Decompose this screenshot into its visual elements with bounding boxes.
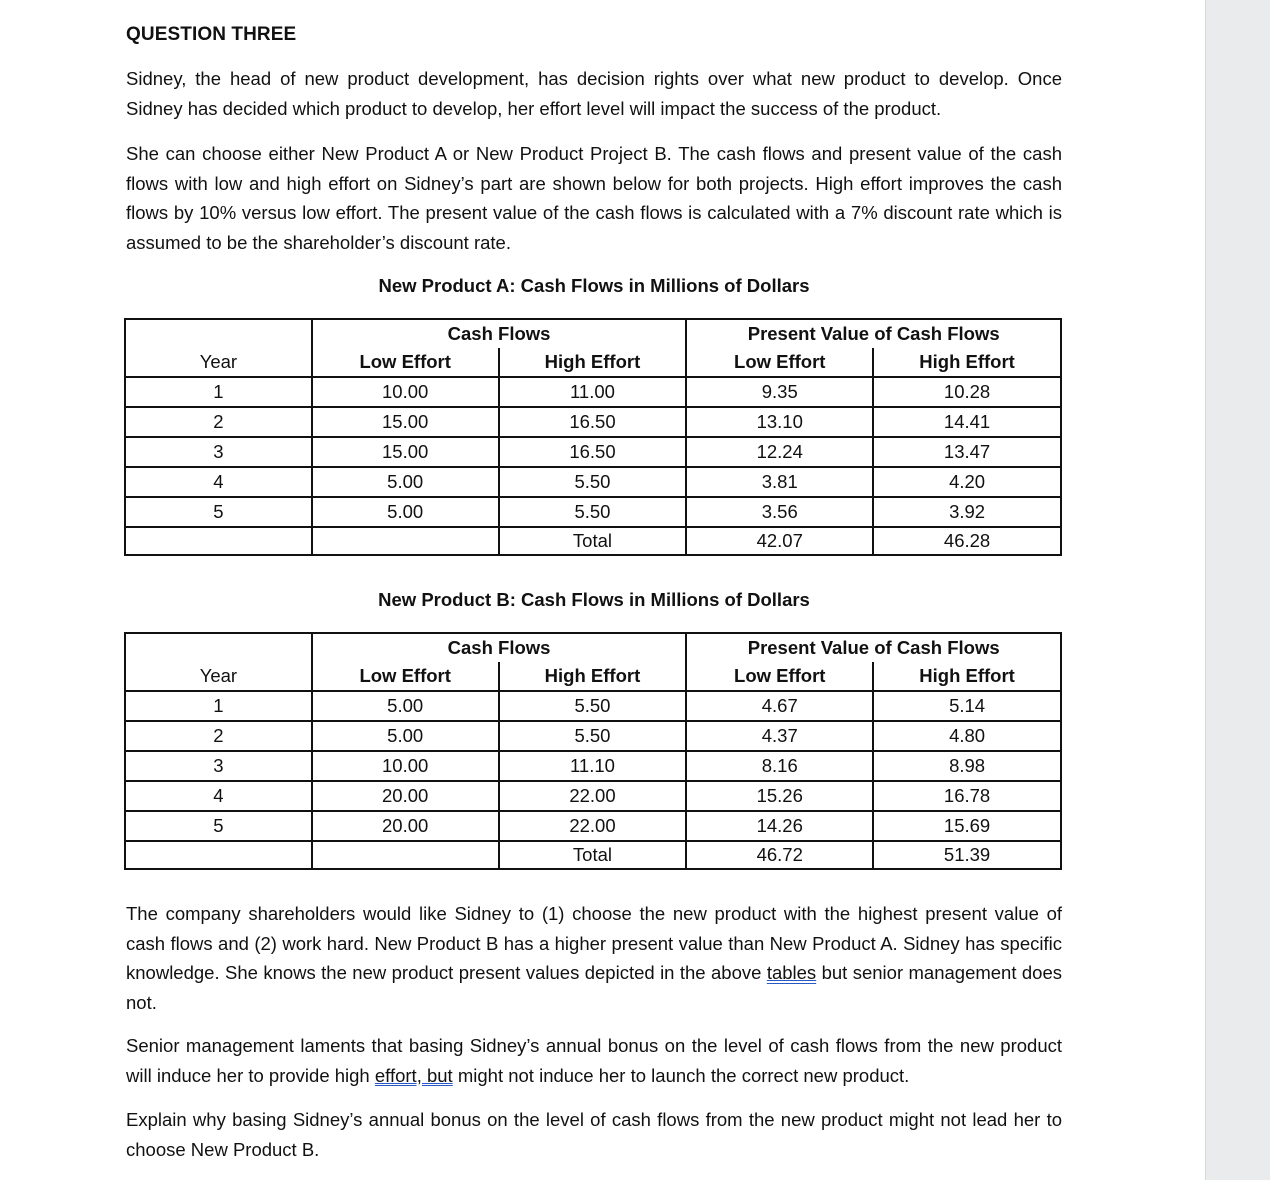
table-row — [125, 407, 1061, 437]
table-cell: 3 — [125, 751, 312, 781]
side-panel — [1205, 0, 1270, 1180]
table-cell: 15.69 — [873, 811, 1061, 841]
table-cell: 10.28 — [873, 377, 1061, 407]
table-total-row — [125, 841, 1061, 869]
table-row — [125, 377, 1061, 407]
table-cell: 20.00 — [312, 811, 499, 841]
table-cell: 20.00 — [312, 781, 499, 811]
table-cell: 12.24 — [686, 437, 873, 467]
table-cell: 3.56 — [686, 497, 873, 527]
management-paragraph — [126, 1031, 1062, 1090]
table-row — [125, 691, 1061, 721]
table-cell: 5.50 — [499, 721, 687, 751]
table-total-low: 46.72 — [686, 841, 873, 869]
table-cell: 5.14 — [873, 691, 1061, 721]
table-header-low-effort: Low Effort — [312, 662, 499, 691]
table-cell: 16.50 — [499, 407, 687, 437]
table-row — [125, 751, 1061, 781]
table-cell: 16.78 — [873, 781, 1061, 811]
table-cell: 4.37 — [686, 721, 873, 751]
table-cell: 4.67 — [686, 691, 873, 721]
table-cell: 2 — [125, 721, 312, 751]
table-header-present-value: Present Value of Cash Flows — [686, 319, 1061, 348]
table-cell: 2 — [125, 407, 312, 437]
table-cell: 1 — [125, 691, 312, 721]
table-header-present-value: Present Value of Cash Flows — [686, 633, 1061, 662]
table-cell: 5 — [125, 497, 312, 527]
table-cell: 4.80 — [873, 721, 1061, 751]
table-row — [125, 781, 1061, 811]
question-paragraph: Explain why basing Sidney’s annual bonus on the level of cash flows from the new product might not lead her to choose New Product B. — [126, 1109, 1062, 1160]
table-header-pv-low-effort: Low Effort — [686, 662, 873, 691]
spellcheck-flag[interactable]: tables — [766, 962, 817, 983]
table-total-label: Total — [499, 841, 687, 869]
table-cell: 3 — [125, 437, 312, 467]
table-cell: 13.47 — [873, 437, 1061, 467]
table-header-high-effort: High Effort — [499, 348, 687, 377]
paragraph-text: Senior management laments that basing Sidney’s annual bonus on the level of cash flows from the new product will induce her to provide high — [126, 1035, 1062, 1086]
intro-paragraph: Sidney, the head of new product development, has decision rights over what new product to develop. Once Sidney has decided which product to develop, her effort level will impact the success of the product. — [126, 68, 1062, 119]
table-header-blank — [125, 633, 312, 662]
table-total-low: 42.07 — [686, 527, 873, 555]
table-total-label: Total — [499, 527, 687, 555]
table-cell: 1 — [125, 377, 312, 407]
table-cell: 11.00 — [499, 377, 687, 407]
table-cell: 5.50 — [499, 691, 687, 721]
table-cell: 4 — [125, 467, 312, 497]
table-cell: 8.16 — [686, 751, 873, 781]
table-header-year: Year — [125, 662, 312, 691]
table-cell: 9.35 — [686, 377, 873, 407]
table-cell: 14.41 — [873, 407, 1061, 437]
table-row — [125, 721, 1061, 751]
table-cell — [125, 527, 312, 555]
table-a-title: New Product A: Cash Flows in Millions of Dollars — [378, 275, 810, 296]
table-cell: 5.00 — [312, 721, 499, 751]
table-header-pv-high-effort: High Effort — [873, 348, 1061, 377]
table-header-year: Year — [125, 348, 312, 377]
table-cell: 14.26 — [686, 811, 873, 841]
table-header-pv-low-effort: Low Effort — [686, 348, 873, 377]
table-cell: 15.00 — [312, 437, 499, 467]
table-cell: 15.00 — [312, 407, 499, 437]
table-b-title: New Product B: Cash Flows in Millions of Dollars — [378, 589, 810, 610]
table-header-pv-high-effort: High Effort — [873, 662, 1061, 691]
table-cell — [312, 841, 499, 869]
table-cell: 5.50 — [499, 467, 687, 497]
table-cell: 5.00 — [312, 691, 499, 721]
table-cell: 16.50 — [499, 437, 687, 467]
table-cell: 4 — [125, 781, 312, 811]
table-cell — [125, 841, 312, 869]
paragraph-text: might not induce her to launch the correct new product. — [452, 1064, 910, 1086]
table-cell: 3.92 — [873, 497, 1061, 527]
table-header-cash-flows: Cash Flows — [312, 633, 687, 662]
table-row — [125, 811, 1061, 841]
table-cell: 15.26 — [686, 781, 873, 811]
spellcheck-flag[interactable]: effort, but — [374, 1064, 453, 1086]
table-header-cash-flows: Cash Flows — [312, 319, 687, 348]
table-cell: 3.81 — [686, 467, 873, 497]
table-cell: 5.00 — [312, 497, 499, 527]
question-heading: QUESTION THREE — [126, 24, 297, 45]
table-b — [124, 632, 1062, 870]
table-total-row — [125, 527, 1061, 555]
table-cell: 5.00 — [312, 467, 499, 497]
table-cell — [312, 527, 499, 555]
table-header-high-effort: High Effort — [499, 662, 687, 691]
table-header-low-effort: Low Effort — [312, 348, 499, 377]
table-total-high: 51.39 — [873, 841, 1061, 869]
table-cell: 10.00 — [312, 751, 499, 781]
table-cell: 22.00 — [499, 811, 687, 841]
table-total-high: 46.28 — [873, 527, 1061, 555]
shareholders-paragraph — [126, 899, 1062, 1017]
table-row — [125, 497, 1061, 527]
paragraph-text: but senior management does not. — [126, 962, 1063, 1013]
table-cell: 13.10 — [686, 407, 873, 437]
paragraph-text: The company shareholders would like Sidney to (1) choose the new product with the highest present value of cash flows and (2) work hard. New Product B has a higher present value than New Product A. Sidney has specific knowledge. She knows the new product present values depicted in the above — [126, 903, 1062, 983]
table-header-blank — [125, 319, 312, 348]
table-a — [124, 318, 1062, 556]
table-cell: 8.98 — [873, 751, 1061, 781]
table-cell: 4.20 — [873, 467, 1061, 497]
table-row — [125, 467, 1061, 497]
table-cell: 10.00 — [312, 377, 499, 407]
table-cell: 11.10 — [499, 751, 687, 781]
table-row — [125, 437, 1061, 467]
table-cell: 5.50 — [499, 497, 687, 527]
context-paragraph: She can choose either New Product A or New Product Project B. The cash flows and present value of the cash flows with low and high effort on Sidney’s part are shown below for both projects. High effort improves the cash flows by 10% versus low effort. The present value of the cash flows is calculated with a 7% discount rate which is assumed to be the shareholder’s discount rate. — [126, 143, 1062, 253]
table-cell: 5 — [125, 811, 312, 841]
table-cell: 22.00 — [499, 781, 687, 811]
